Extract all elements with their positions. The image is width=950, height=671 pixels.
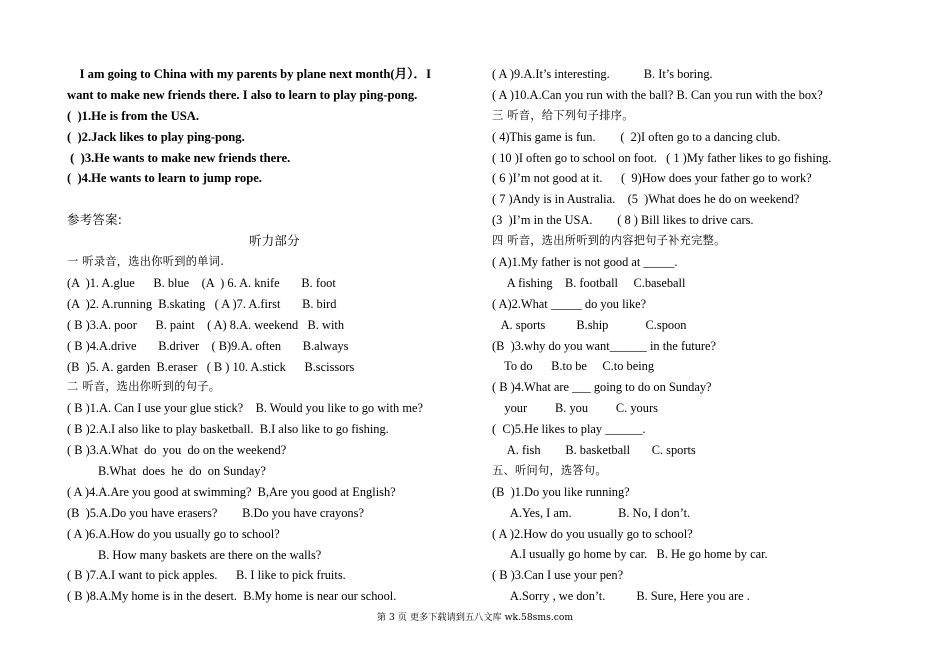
true-false-item: ( )4.He wants to learn to jump rope. [67,171,262,186]
section-3-line: ( 7 )Andy is in Australia. (5 )What does he do on weekend? [492,192,800,207]
section-2-line: ( B )7.A.I want to pick apples. B. I like to pick fruits. [67,568,346,583]
listening-section-title: 听力部分 [249,233,300,249]
section-2-line: ( B )8.A.My home is in the desert. B.My home is near our school. [67,589,397,604]
section-1-line: (A )2. A.running B.skating ( A )7. A.first B. bird [67,296,337,311]
section-2-line: ( A )10.A.Can you run with the ball? B. Can you run with the box? [492,87,823,102]
section-3-line: ( 10 )I often go to school on foot. ( 1 )My father likes to go fishing. [492,150,832,165]
section-4-title: 四 听音，选出所听到的内容把句子补充完整。 [492,234,726,248]
section-4-line: ( C)5.He likes to play ______. [492,422,646,437]
section-2-line: B.What does he do on Sunday? [67,464,266,479]
section-5-line: A.I usually go home by car. B. He go home by car. [492,547,768,562]
section-1-title: 一 听录音，选出你听到的单词. [67,255,225,269]
answer-key-heading: 参考答案: [67,212,123,228]
section-5-line: A.Sorry , we don’t. B. Sure, Here you are . [492,589,750,604]
section-1-line: (B )5. A. garden B.eraser ( B ) 10. A.stick B.scissors [67,359,355,374]
true-false-item: ( )3.He wants to make new friends there. [67,150,291,165]
section-5-line: (B )1.Do you like running? [492,484,630,499]
page-footer: 第 3 页 更多下载请到五八文库 wk.58sms.com [376,612,574,623]
spacer [67,189,482,210]
section-4-line: your B. you C. yours [492,401,658,416]
section-4-line: (B )3.why do you want______ in the future? [492,338,717,353]
reading-passage-line: want to make new friends there. I also to learn to play ping-pong. [67,87,418,102]
section-1-line: ( B )4.A.drive B.driver ( B)9.A. often B.always [67,338,349,353]
section-2-line: (B )5.A.Do you have erasers? B.Do you have crayons? [67,505,364,520]
section-2-line: ( A )6.A.How do you usually go to school? [67,526,280,541]
section-2-line: ( B )2.A.I also like to play basketball. B.I also like to go fishing. [67,422,389,437]
section-3-line: (3 )I’m in the USA. ( 8 ) Bill likes to drive cars. [492,213,754,228]
section-4-line: To do B.to be C.to being [492,359,655,374]
section-4-line: A fishing B. football C.baseball [492,275,686,290]
section-2-line: ( A )9.A.It’s interesting. B. It’s boring. [492,67,713,81]
section-3-title: 三 听音，给下列句子排序。 [492,108,634,122]
section-5-line: A.Yes, I am. B. No, I don’t. [492,505,691,520]
section-2-line: ( B )1.A. Can I use your glue stick? B. Would you like to go with me? [67,401,423,416]
section-2-line: ( A )4.A.Are you good at swimming? B,Are you good at English? [67,484,396,499]
section-5-line: ( B )3.Can I use your pen? [492,568,624,583]
section-1-line: (A )1. A.glue B. blue (A ) 6. A. knife B. foot [67,276,336,291]
section-1-line: ( B )3.A. poor B. paint ( A) 8.A. weekend B. with [67,317,345,332]
section-2-line: ( B )3.A.What do you do on the weekend? [67,443,287,458]
section-3-line: ( 6 )I’m not good at it. ( 9)How does your father go to work? [492,171,812,186]
true-false-item: ( )2.Jack likes to play ping-pong. [67,129,245,144]
section-5-line: ( A )2.How do you usually go to school? [492,526,693,541]
true-false-item: ( )1.He is from the USA. [67,108,199,123]
section-4-line: A. fish B. basketball C. sports [492,443,696,458]
section-2-line: B. How many baskets are there on the walls? [67,547,322,562]
section-4-line: ( A)1.My father is not good at _____. [492,255,678,270]
section-4-line: A. sports B.ship C.spoon [492,317,687,332]
left-column [67,64,482,607]
reading-passage-line: I am going to China with my parents by plane next month(月）．I [67,67,431,81]
section-5-title: 五、听问句，选答句。 [492,463,607,477]
section-3-line: ( 4)This game is fun. ( 2)I often go to a dancing club. [492,129,781,144]
section-4-line: ( A)2.What _____ do you like? [492,296,647,311]
section-4-line: ( B )4.What are ___ going to do on Sunday? [492,380,712,395]
section-2-title: 二 听音，选出你听到的句子。 [67,380,221,394]
right-column [492,64,922,607]
